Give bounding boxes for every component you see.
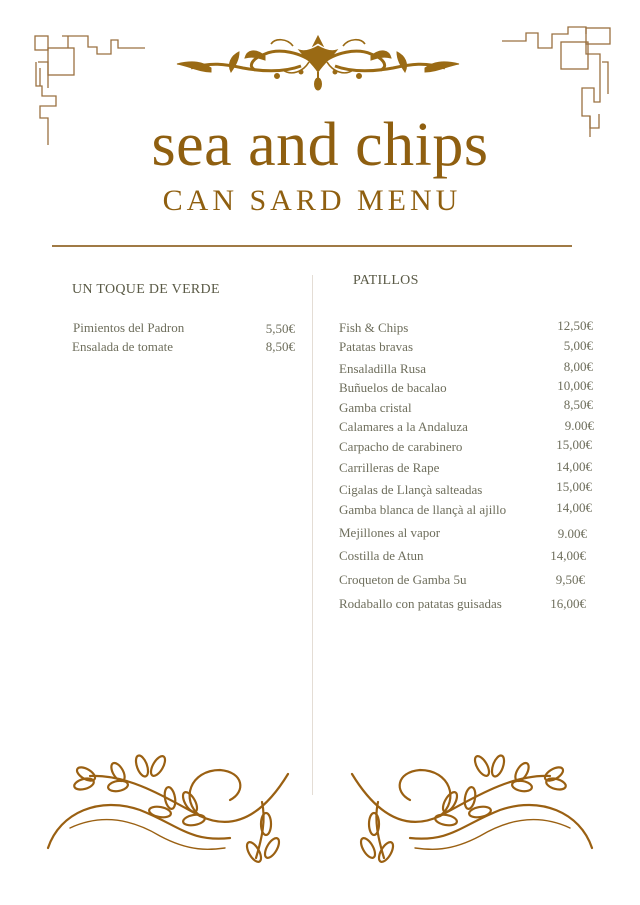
menu-item-price: 5,50€ bbox=[265, 321, 295, 336]
menu-item-price: 8,00€ bbox=[563, 359, 593, 374]
menu-item-price: 9,50€ bbox=[555, 572, 585, 587]
leaf-swirl-ornament-left-icon bbox=[30, 740, 310, 880]
menu-item-price: 8,50€ bbox=[265, 339, 295, 354]
menu-item-name: Gamba blanca de llançà al ajillo bbox=[339, 502, 507, 517]
menu-item-name: Ensaladilla Rusa bbox=[339, 361, 427, 376]
column-divider bbox=[312, 275, 313, 795]
menu-item-price: 14,00€ bbox=[556, 459, 592, 474]
menu-item-name: Ensalada de tomate bbox=[72, 339, 174, 354]
menu-item-price: 8,50€ bbox=[563, 397, 593, 412]
menu-item-name: Carrilleras de Rape bbox=[339, 460, 440, 475]
flourish-ornament-icon bbox=[175, 32, 465, 92]
menu-item-price: 12,50€ bbox=[557, 318, 593, 333]
menu-item-price: 16,00€ bbox=[550, 596, 586, 611]
menu-item-name: Buñuelos de bacalao bbox=[339, 380, 447, 395]
menu-item-price: 14,00€ bbox=[550, 548, 586, 563]
menu-item-name: Cigalas de Llançà salteadas bbox=[339, 482, 483, 497]
menu-item-price: 10,00€ bbox=[557, 378, 593, 393]
leaf-swirl-ornament-right-icon bbox=[330, 740, 610, 880]
menu-item-price: 5,00€ bbox=[563, 338, 593, 353]
menu-item-name: Rodaballo con patatas guisadas bbox=[339, 596, 502, 611]
restaurant-title: sea and chips bbox=[151, 111, 489, 179]
menu-item-name: Calamares a la Andaluza bbox=[339, 419, 468, 434]
menu-item-price: 15,00€ bbox=[556, 479, 592, 494]
section-title-patillos: PATILLOS bbox=[353, 273, 419, 288]
menu-subtitle: CAN SARD MENU bbox=[162, 184, 462, 217]
menu-item-name: Mejillones al vapor bbox=[339, 525, 441, 540]
menu-item-name: Croqueton de Gamba 5u bbox=[339, 572, 467, 587]
menu-item-name: Carpacho de carabinero bbox=[339, 439, 463, 454]
menu-item-name: Fish & Chips bbox=[339, 320, 409, 335]
menu-item-price: 14,00€ bbox=[556, 500, 592, 515]
menu-item-price: 9.00€ bbox=[557, 526, 587, 541]
menu-item-name: Costilla de Atun bbox=[339, 548, 424, 563]
header-divider bbox=[52, 245, 572, 247]
menu-item-name: Gamba cristal bbox=[339, 400, 412, 415]
menu-item-price: 9.00€ bbox=[564, 418, 594, 433]
menu-item-price: 15,00€ bbox=[556, 437, 592, 452]
menu-item-name: Pimientos del Padron bbox=[73, 320, 185, 335]
section-title-verde: UN TOQUE DE VERDE bbox=[72, 282, 220, 297]
menu-item-name: Patatas bravas bbox=[339, 339, 414, 354]
